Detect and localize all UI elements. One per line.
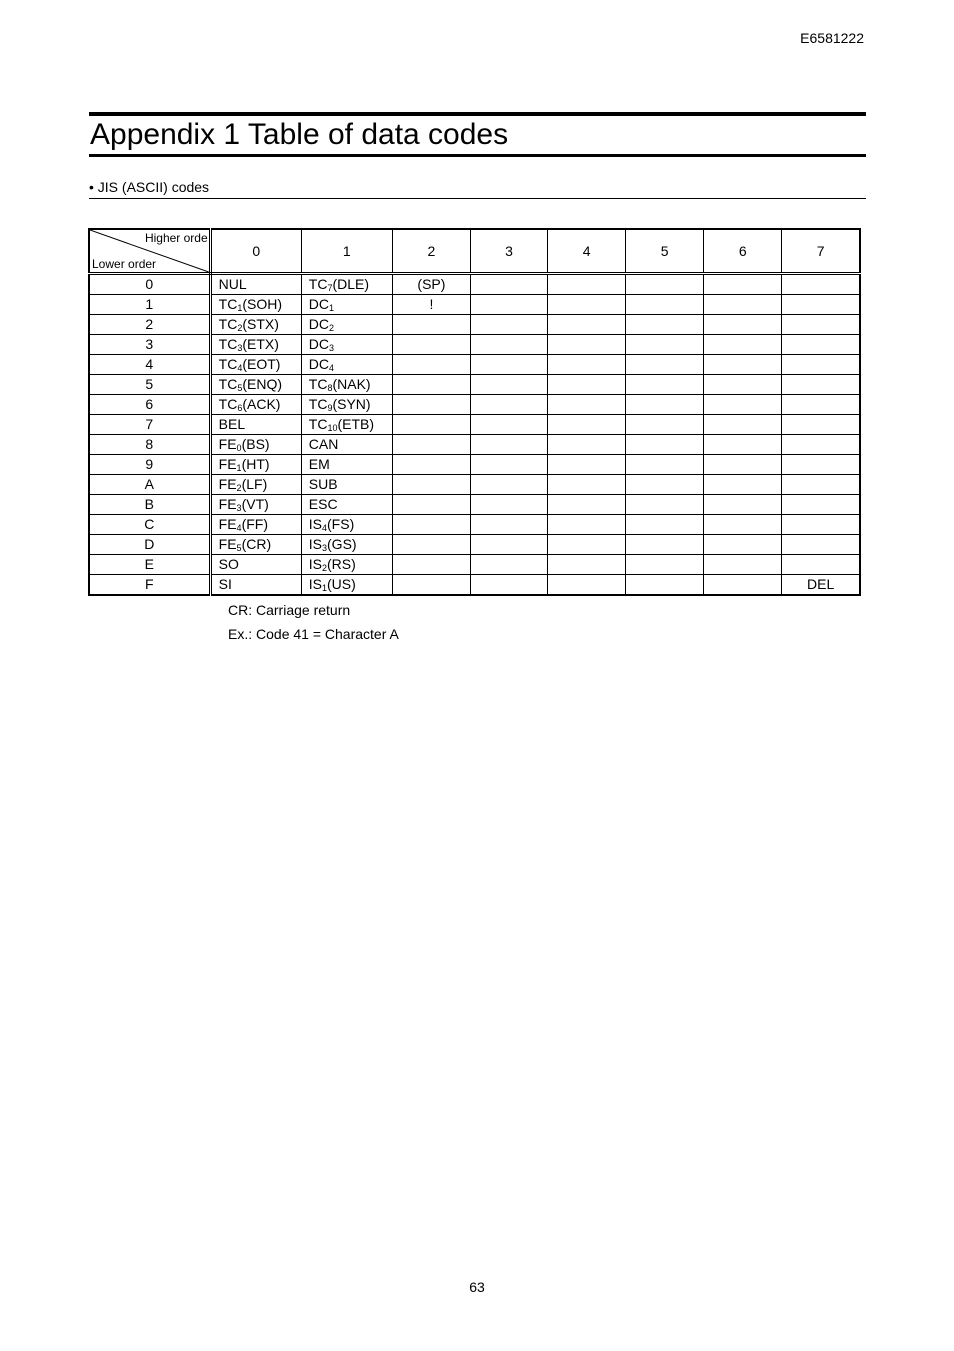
code-subscript: 3 <box>237 343 243 353</box>
code-base: TC <box>218 376 238 392</box>
code-suffix: (SOH) <box>242 296 283 312</box>
code-cell-c1 <box>301 535 392 555</box>
code-subscript: 1 <box>322 583 328 593</box>
code-suffix: (RS) <box>327 556 356 572</box>
code-suffix: (FS) <box>327 516 355 532</box>
code-cell-c7 <box>782 415 860 435</box>
code-cell-empty <box>626 435 704 455</box>
code-base: IS <box>308 536 322 552</box>
table-row <box>89 335 860 355</box>
note-carriage-return: CR: Carriage return <box>228 602 351 618</box>
code-cell-c1 <box>301 455 392 475</box>
table-row <box>89 555 860 575</box>
table-row <box>89 395 860 415</box>
code-subscript: 9 <box>327 403 333 413</box>
table-row <box>89 315 860 335</box>
code-base: TC <box>218 396 238 412</box>
code-cell-empty <box>704 335 782 355</box>
lower-order-cell: D <box>89 535 210 555</box>
code-base: DC <box>308 316 329 332</box>
code-cell-empty <box>626 515 704 535</box>
code-cell-c0 <box>210 415 301 435</box>
code-cell-empty <box>626 274 704 295</box>
code-cell-empty <box>626 475 704 495</box>
code-suffix: (ACK) <box>242 396 281 412</box>
code-base: CAN <box>308 436 339 452</box>
code-cell-c0 <box>210 575 301 596</box>
code-cell-c2 <box>392 495 470 515</box>
code-cell-c1 <box>301 575 392 596</box>
code-subscript: 7 <box>327 283 333 293</box>
section-heading: • JIS (ASCII) codes <box>89 178 866 199</box>
code-cell-c7 <box>782 315 860 335</box>
code-cell-c2 <box>392 435 470 455</box>
code-cell-c0 <box>210 335 301 355</box>
code-base: DC <box>308 296 329 312</box>
title-bottom-rule <box>89 154 866 157</box>
code-cell-c0 <box>210 515 301 535</box>
code-base: EM <box>308 456 330 472</box>
code-cell-empty <box>470 535 547 555</box>
code-cell-c2 <box>392 315 470 335</box>
code-cell-c7 <box>782 295 860 315</box>
table-row <box>89 355 860 375</box>
code-cell-c7 <box>782 555 860 575</box>
code-cell-c7 <box>782 495 860 515</box>
code-cell-c7 <box>782 355 860 375</box>
code-cell-c0 <box>210 455 301 475</box>
code-cell-empty <box>548 575 626 596</box>
code-cell-c2 <box>392 515 470 535</box>
code-base: TC <box>308 376 328 392</box>
code-cell-empty <box>548 315 626 335</box>
code-suffix: (EOT) <box>242 356 281 372</box>
code-suffix: (US) <box>327 576 356 592</box>
code-cell-empty <box>704 415 782 435</box>
code-base: TC <box>308 416 328 432</box>
lower-order-cell: 2 <box>89 315 210 335</box>
code-subscript: 2 <box>237 323 243 333</box>
lower-order-cell: 6 <box>89 395 210 415</box>
code-cell-c1 <box>301 355 392 375</box>
code-cell-c1 <box>301 515 392 535</box>
code-cell-c0 <box>210 495 301 515</box>
code-cell-empty <box>704 395 782 415</box>
code-base: FE <box>218 436 237 452</box>
code-base: FE <box>218 516 237 532</box>
code-cell-empty <box>704 355 782 375</box>
code-cell-c2 <box>392 355 470 375</box>
code-cell-c7 <box>782 515 860 535</box>
code-base: IS <box>308 576 322 592</box>
code-base: NUL <box>218 276 247 292</box>
data-code-table <box>88 228 861 596</box>
code-cell-empty <box>548 335 626 355</box>
lower-order-label: Lower order <box>92 257 157 271</box>
code-subscript: 1 <box>329 303 335 313</box>
code-suffix: (GS) <box>327 536 357 552</box>
code-suffix: (SYN) <box>332 396 371 412</box>
column-header: 4 <box>548 229 626 274</box>
table-row <box>89 575 860 596</box>
code-cell-empty <box>626 395 704 415</box>
table-header-row <box>89 229 860 274</box>
code-suffix: (BS) <box>241 436 270 452</box>
code-cell-c7 <box>782 335 860 355</box>
code-cell-empty <box>548 535 626 555</box>
table-row <box>89 435 860 455</box>
table-corner-cell <box>89 229 210 274</box>
code-subscript: 2 <box>236 483 242 493</box>
code-cell-c1 <box>301 555 392 575</box>
code-subscript: 5 <box>237 383 243 393</box>
code-cell-c2: ! <box>392 295 470 315</box>
code-suffix: (LF) <box>241 476 268 492</box>
code-cell-empty <box>704 495 782 515</box>
code-cell-c0 <box>210 535 301 555</box>
code-cell-c1 <box>301 375 392 395</box>
code-cell-empty <box>548 375 626 395</box>
column-header: 6 <box>704 229 782 274</box>
code-cell-empty <box>470 415 547 435</box>
code-cell-c0 <box>210 395 301 415</box>
code-cell-c0 <box>210 435 301 455</box>
code-cell-empty <box>626 315 704 335</box>
code-cell-empty <box>470 375 547 395</box>
column-header: 7 <box>782 229 860 274</box>
code-base: TC <box>218 336 238 352</box>
table-row <box>89 295 860 315</box>
code-subscript: 10 <box>327 423 338 433</box>
table-body <box>89 274 860 596</box>
code-cell-empty <box>470 395 547 415</box>
code-cell-empty <box>704 515 782 535</box>
code-cell-c1 <box>301 435 392 455</box>
code-subscript: 3 <box>236 503 242 513</box>
code-suffix: (VT) <box>241 496 269 512</box>
code-cell-empty <box>626 375 704 395</box>
code-cell-empty <box>626 555 704 575</box>
code-subscript: 2 <box>329 323 335 333</box>
code-cell-empty <box>548 555 626 575</box>
code-base: TC <box>218 316 238 332</box>
code-cell-empty <box>704 274 782 295</box>
code-cell-empty <box>470 274 547 295</box>
code-base: FE <box>218 456 237 472</box>
lower-order-cell: 9 <box>89 455 210 475</box>
code-cell-c7: DEL <box>782 575 860 596</box>
column-header: 2 <box>392 229 470 274</box>
code-cell-empty <box>470 515 547 535</box>
higher-order-label: Higher orde <box>144 231 208 245</box>
code-cell-empty <box>548 435 626 455</box>
code-cell-c7 <box>782 475 860 495</box>
code-cell-empty <box>704 475 782 495</box>
code-cell-c2 <box>392 475 470 495</box>
table-row <box>89 415 860 435</box>
code-cell-empty <box>626 335 704 355</box>
page-title: Appendix 1 Table of data codes <box>90 118 509 151</box>
code-cell-c1 <box>301 315 392 335</box>
code-cell-c2 <box>392 555 470 575</box>
code-base: DC <box>308 336 329 352</box>
code-base: BEL <box>218 416 246 432</box>
code-base: FE <box>218 536 237 552</box>
code-suffix: (FF) <box>241 516 268 532</box>
code-cell-empty <box>704 555 782 575</box>
code-subscript: 1 <box>236 463 242 473</box>
code-subscript: 4 <box>237 363 243 373</box>
code-cell-c2 <box>392 375 470 395</box>
code-cell-c2 <box>392 415 470 435</box>
code-cell-empty <box>626 295 704 315</box>
code-cell-empty <box>704 455 782 475</box>
code-cell-empty <box>548 274 626 295</box>
code-subscript: 4 <box>322 523 328 533</box>
code-cell-c1 <box>301 335 392 355</box>
lower-order-cell: 7 <box>89 415 210 435</box>
lower-order-cell: 3 <box>89 335 210 355</box>
code-cell-empty <box>704 535 782 555</box>
code-cell-c2 <box>392 535 470 555</box>
code-cell-empty <box>626 535 704 555</box>
page-number: 63 <box>469 1279 485 1295</box>
column-header: 1 <box>301 229 392 274</box>
code-subscript: 4 <box>236 523 242 533</box>
code-cell-empty <box>704 315 782 335</box>
code-base: SI <box>218 576 232 592</box>
document-code: E6581222 <box>800 30 864 46</box>
code-suffix: (DLE) <box>332 276 370 292</box>
code-suffix: (STX) <box>242 316 279 332</box>
code-cell-c1 <box>301 274 392 295</box>
code-cell-c0 <box>210 475 301 495</box>
code-cell-c0 <box>210 315 301 335</box>
code-cell-c1 <box>301 395 392 415</box>
note-example: Ex.: Code 41 = Character A <box>228 626 399 642</box>
code-base: TC <box>308 276 328 292</box>
code-base: DC <box>308 356 329 372</box>
code-cell-empty <box>626 455 704 475</box>
code-cell-c0 <box>210 274 301 295</box>
code-suffix: (ETX) <box>242 336 279 352</box>
code-suffix: (ENQ) <box>242 376 283 392</box>
code-cell-empty <box>470 335 547 355</box>
column-header: 0 <box>210 229 301 274</box>
code-cell-c1 <box>301 475 392 495</box>
code-cell-c1 <box>301 495 392 515</box>
code-cell-c0 <box>210 355 301 375</box>
code-subscript: 3 <box>329 343 335 353</box>
code-subscript: 4 <box>329 363 335 373</box>
code-cell-c0 <box>210 295 301 315</box>
code-cell-c7 <box>782 455 860 475</box>
code-cell-empty <box>470 555 547 575</box>
table-row <box>89 495 860 515</box>
code-cell-c7 <box>782 274 860 295</box>
code-cell-empty <box>470 355 547 375</box>
lower-order-cell: B <box>89 495 210 515</box>
table-row <box>89 475 860 495</box>
code-suffix: (CR) <box>241 536 272 552</box>
code-cell-c7 <box>782 395 860 415</box>
column-header: 3 <box>470 229 547 274</box>
code-suffix: (HT) <box>241 456 270 472</box>
table-row <box>89 375 860 395</box>
code-cell-c2 <box>392 335 470 355</box>
code-cell-empty <box>548 355 626 375</box>
code-cell-empty <box>470 475 547 495</box>
code-cell-empty <box>470 435 547 455</box>
code-cell-empty <box>470 455 547 475</box>
code-cell-empty <box>548 415 626 435</box>
code-cell-c0 <box>210 375 301 395</box>
lower-order-cell: 4 <box>89 355 210 375</box>
lower-order-cell: 8 <box>89 435 210 455</box>
lower-order-cell: 1 <box>89 295 210 315</box>
code-base: TC <box>218 356 238 372</box>
code-subscript: 6 <box>237 403 243 413</box>
code-cell-c1 <box>301 415 392 435</box>
code-cell-empty <box>626 355 704 375</box>
code-cell-empty <box>548 495 626 515</box>
column-header: 5 <box>626 229 704 274</box>
code-cell-empty <box>626 495 704 515</box>
code-cell-empty <box>704 575 782 596</box>
lower-order-cell: 0 <box>89 274 210 295</box>
lower-order-cell: E <box>89 555 210 575</box>
code-cell-empty <box>548 475 626 495</box>
code-base: IS <box>308 516 322 532</box>
table-row <box>89 455 860 475</box>
code-cell-c1 <box>301 295 392 315</box>
code-cell-c2: (SP) <box>392 274 470 295</box>
code-base: FE <box>218 476 237 492</box>
code-cell-empty <box>470 315 547 335</box>
code-base: TC <box>308 396 328 412</box>
code-subscript: 0 <box>236 443 242 453</box>
code-cell-empty <box>548 455 626 475</box>
code-cell-c2 <box>392 395 470 415</box>
lower-order-cell: F <box>89 575 210 596</box>
lower-order-cell: 5 <box>89 375 210 395</box>
code-cell-empty <box>704 435 782 455</box>
lower-order-cell: C <box>89 515 210 535</box>
table-row <box>89 535 860 555</box>
code-subscript: 2 <box>322 563 328 573</box>
code-cell-empty <box>470 495 547 515</box>
code-cell-empty <box>548 295 626 315</box>
code-cell-c7 <box>782 375 860 395</box>
code-cell-c0 <box>210 555 301 575</box>
code-cell-empty <box>470 295 547 315</box>
code-base: TC <box>218 296 238 312</box>
code-cell-c7 <box>782 435 860 455</box>
code-cell-empty <box>626 415 704 435</box>
code-cell-empty <box>704 295 782 315</box>
code-cell-c7 <box>782 535 860 555</box>
code-subscript: 8 <box>327 383 333 393</box>
code-suffix: (ETB) <box>337 416 375 432</box>
code-cell-c2 <box>392 575 470 596</box>
table-row <box>89 515 860 535</box>
lower-order-cell: A <box>89 475 210 495</box>
code-cell-c2 <box>392 455 470 475</box>
code-suffix: (NAK) <box>332 376 371 392</box>
code-cell-empty <box>704 375 782 395</box>
table-row <box>89 274 860 295</box>
code-base: SO <box>218 556 239 572</box>
code-base: ESC <box>308 496 338 512</box>
code-base: SUB <box>308 476 338 492</box>
code-subscript: 5 <box>236 543 242 553</box>
code-cell-empty <box>548 395 626 415</box>
code-subscript: 1 <box>237 303 243 313</box>
code-subscript: 3 <box>322 543 328 553</box>
code-base: IS <box>308 556 322 572</box>
code-cell-empty <box>626 575 704 596</box>
code-cell-empty <box>548 515 626 535</box>
code-cell-empty <box>470 575 547 596</box>
code-base: FE <box>218 496 237 512</box>
